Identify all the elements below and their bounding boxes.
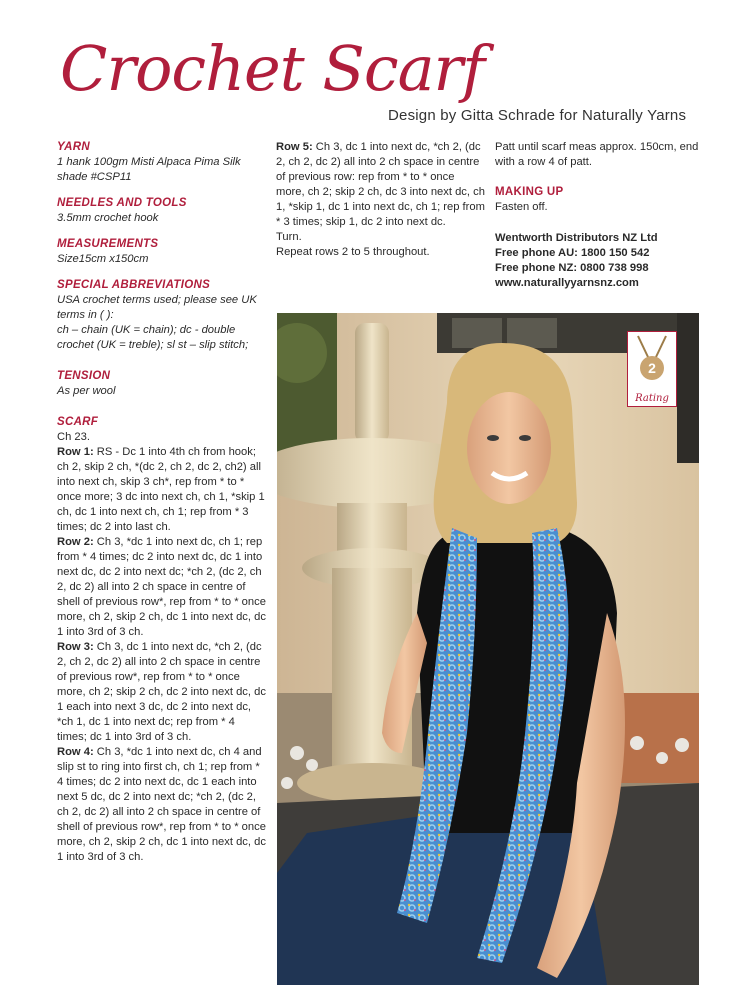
rating-badge	[627, 331, 677, 407]
row-1-label: Row 1:	[57, 446, 94, 458]
phone-au: Free phone AU: 1800 150 542	[495, 247, 650, 259]
row-2-label: Row 2:	[57, 536, 94, 548]
column-middle	[276, 140, 486, 260]
designer-byline: Design by Gitta Schrade for Naturally Yarns	[388, 107, 687, 124]
website-link[interactable]: www.naturallyyarnsnz.com	[495, 277, 639, 289]
photo-illustration	[277, 313, 699, 985]
turn-text: Turn.	[276, 231, 302, 243]
rating-label: Rating	[635, 393, 669, 404]
needles-heading: NEEDLES AND TOOLS	[57, 197, 187, 209]
repeat-text: Repeat rows 2 to 5 throughout.	[276, 246, 430, 258]
row-3-text: Ch 3, dc 1 into next dc, *ch 2, (dc 2, ch 2, dc 2) all into 2 ch space in centre of previous row*, rep from * to * once more, ch 2; skip 2 ch, dc 2 into next dc, dc 1 each into next 3 dc, dc 2 into next dc, *ch 1, dc 1 into next dc; rep from * 4 times; dc 1 into 3rd of 3 ch.	[57, 641, 266, 743]
row-3-label: Row 3:	[57, 641, 94, 653]
needles-text: 3.5mm crochet hook	[57, 212, 159, 224]
pattern-finish-text: Patt until scarf meas approx. 150cm, end with a row 4 of patt.	[495, 141, 699, 168]
tension-text: As per wool	[57, 385, 116, 397]
scarf-chain: Ch 23.	[57, 431, 90, 443]
measurements-text: Size15cm x150cm	[57, 253, 149, 265]
abbreviations-text: USA crochet terms used; please see UK terms in ( ):	[57, 294, 257, 321]
measurements-heading: MEASUREMENTS	[57, 238, 159, 250]
row-1	[57, 445, 267, 535]
rating-number: 2	[640, 356, 664, 380]
scarf-heading: SCARF	[57, 416, 99, 428]
column-left	[57, 140, 267, 865]
row-4-label: Row 4:	[57, 746, 94, 758]
tension-heading: TENSION	[57, 370, 111, 382]
row-2-text: Ch 3, *dc 1 into next dc, ch 1; rep from * 4 times; dc 2 into next dc, dc 1 into next dc, dc 2 into next dc; *ch 2, (dc 2, ch 2, dc 2) all into 2 ch space in centre of shell of previous row*, rep from * to * once more, ch 2, skip 2 ch, dc 1 into next dc, dc 1 into 3rd of 3 ch.	[57, 536, 266, 638]
row-5	[276, 140, 486, 230]
phone-nz: Free phone NZ: 0800 738 998	[495, 262, 649, 274]
model-photo	[277, 313, 699, 985]
row-4	[57, 745, 267, 865]
page-title: Crochet Scarf	[60, 32, 485, 105]
row-5-label: Row 5:	[276, 141, 313, 153]
row-2	[57, 535, 267, 640]
yarn-text: 1 hank 100gm Misti Alpaca Pima Silk shade #CSP11	[57, 156, 241, 183]
row-4-text: Ch 3, *dc 1 into next dc, ch 4 and slip st to ring into first ch, ch 1; rep from * 4 times; dc 2 into next dc, dc 1 each into next 5 dc, dc 2 into next dc; *ch 2, (dc 2, ch 2, dc 2) all into 2 ch space in centre of shell of previous row*, rep from * to * once more, ch 2, skip 2 ch, dc 1 into next dc, dc 1 into 3rd of 3 ch.	[57, 746, 266, 863]
row-3	[57, 640, 267, 745]
abbreviations-list: ch – chain (UK = chain); dc - double crochet (UK = treble); sl st – slip stitch;	[57, 324, 249, 351]
yarn-heading: YARN	[57, 141, 90, 153]
row-5-text: Ch 3, dc 1 into next dc, *ch 2, (dc 2, ch 2, dc 2) all into 2 ch space in centre of previous row: rep from * to * once more, ch 2; skip 2 ch, dc 3 into next dc, ch 1, *skip 1, dc 1 into next dc, ch 1; rep from * 3 times; skip 1, dc 2 into next dc.	[276, 141, 485, 228]
making-up-text: Fasten off.	[495, 201, 548, 213]
distributor-name: Wentworth Distributors NZ Ltd	[495, 232, 658, 244]
column-right	[495, 140, 705, 291]
distributor-block	[495, 231, 705, 291]
row-1-text: RS - Dc 1 into 4th ch from hook; ch 2, skip 2 ch, *(dc 2, ch 2, dc 2, ch2) all into next ch, skip 3 ch*, rep from * to * once more; 3 dc into next ch, ch 1, *skip 1 ch, dc 1 into next ch, ch 1; rep from * 3 times; dc 2 into last ch.	[57, 446, 265, 533]
making-up-heading: MAKING UP	[495, 186, 564, 198]
abbreviations-heading: SPECIAL ABBREVIATIONS	[57, 279, 211, 291]
